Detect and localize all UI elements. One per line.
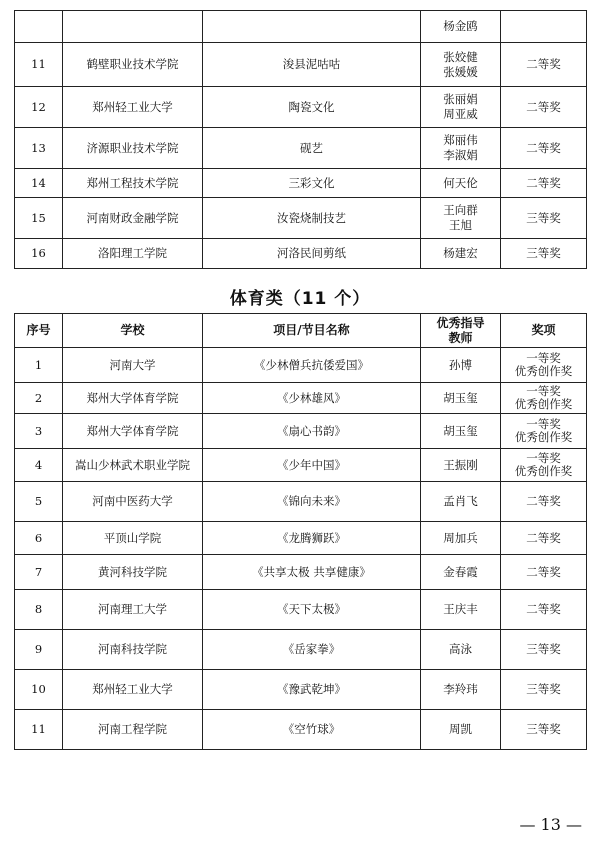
row-advisors-line: 张丽娟 — [443, 92, 478, 106]
row-project: 《龙腾狮跃》 — [203, 522, 421, 555]
row-school: 黄河科技学院 — [63, 555, 203, 590]
row-award-line: 一等奖 — [526, 384, 561, 398]
row-award — [501, 670, 587, 710]
row-award: 三等奖 — [501, 239, 587, 269]
row-num: 10 — [15, 670, 63, 710]
row-advisor: 胡玉玺 — [421, 414, 501, 449]
row-advisor: 王振刚 — [421, 449, 501, 482]
row-advisors-line: 杨建宏 — [443, 246, 478, 260]
row-advisors-line: 张媛媛 — [443, 64, 478, 79]
table-row — [15, 239, 587, 269]
row-project: 河洛民间剪纸 — [203, 239, 421, 269]
row-project: 《空竹球》 — [203, 710, 421, 750]
row-project: 砚艺 — [203, 128, 421, 169]
row-award — [501, 383, 587, 414]
row-num: 13 — [15, 128, 63, 169]
row-num: 16 — [15, 239, 63, 269]
header-advisor-line: 教师 — [448, 330, 473, 345]
row-project: 《锦向未来》 — [203, 482, 421, 522]
row-school: 郑州大学体育学院 — [63, 383, 203, 414]
row-award — [501, 11, 587, 43]
row-num: 3 — [15, 414, 63, 449]
row-award: 二等奖 — [501, 128, 587, 169]
row-award-line: 二等奖 — [526, 530, 561, 545]
row-school: 嵩山少林武术职业学院 — [63, 449, 203, 482]
row-project: 浚县泥咕咕 — [203, 43, 421, 87]
row-award — [501, 482, 587, 522]
row-award-line: 优秀创作奖 — [514, 364, 573, 378]
row-school: 河南中医药大学 — [63, 482, 203, 522]
row-award-line: 一等奖 — [526, 351, 561, 365]
row-award: 二等奖 — [501, 43, 587, 87]
row-num: 8 — [15, 590, 63, 630]
row-project: 《少林雄风》 — [203, 383, 421, 414]
row-project: 《共享太极 共享健康》 — [203, 555, 421, 590]
row-project — [203, 11, 421, 43]
row-award — [501, 414, 587, 449]
page-number: — 13 — — [519, 815, 582, 834]
row-num: 14 — [15, 169, 63, 198]
row-num — [15, 11, 63, 43]
row-advisors-line: 张姣健 — [443, 49, 478, 64]
row-school: 鹤壁职业技术学院 — [63, 43, 203, 87]
row-advisors — [421, 11, 501, 43]
row-award-line: 三等奖 — [526, 722, 561, 736]
row-award-line: 优秀创作奖 — [514, 430, 573, 444]
row-project: 陶瓷文化 — [203, 87, 421, 128]
row-project: 《天下太极》 — [203, 590, 421, 630]
row-award-line: 优秀创作奖 — [514, 397, 573, 411]
row-award — [501, 710, 587, 750]
row-award — [501, 348, 587, 383]
row-advisors-line: 郑丽伟 — [443, 133, 478, 147]
row-advisors-line: 王向群 — [443, 203, 478, 217]
header-award: 奖项 — [501, 314, 587, 348]
row-award — [501, 630, 587, 670]
row-school: 河南工程学院 — [63, 710, 203, 750]
row-school: 河南大学 — [63, 348, 203, 383]
table-row — [15, 590, 587, 630]
row-project: 汝瓷烧制技艺 — [203, 198, 421, 239]
row-advisors — [421, 87, 501, 128]
table-row — [15, 482, 587, 522]
table-row — [15, 348, 587, 383]
table-row — [15, 128, 587, 169]
row-school: 济源职业技术学院 — [63, 128, 203, 169]
section-title: 体育类（11 个） — [229, 289, 371, 309]
row-award: 二等奖 — [501, 87, 587, 128]
row-advisors — [421, 239, 501, 269]
row-num: 7 — [15, 555, 63, 590]
row-advisors — [421, 169, 501, 198]
row-num: 1 — [15, 348, 63, 383]
header-project: 项目/节目名称 — [203, 314, 421, 348]
row-num: 6 — [15, 522, 63, 555]
row-num: 2 — [15, 383, 63, 414]
row-num: 11 — [15, 43, 63, 87]
table-row — [15, 522, 587, 555]
row-advisor: 王庆丰 — [421, 590, 501, 630]
row-award-line: 一等奖 — [526, 451, 561, 465]
row-advisors-line: 周亚威 — [443, 107, 478, 121]
row-award: 三等奖 — [501, 198, 587, 239]
row-award-line: 二等奖 — [526, 602, 561, 616]
row-school: 郑州轻工业大学 — [63, 87, 203, 128]
row-num: 11 — [15, 710, 63, 750]
header-advisor-line: 优秀指导 — [436, 315, 485, 330]
row-project: 《少年中国》 — [203, 449, 421, 482]
row-project: 《岳家拳》 — [203, 630, 421, 670]
row-award-line: 三等奖 — [526, 682, 561, 696]
row-award-line: 三等奖 — [526, 642, 561, 656]
table-row — [15, 710, 587, 750]
row-school: 郑州工程技术学院 — [63, 169, 203, 198]
header-advisor — [421, 314, 501, 348]
row-advisor: 胡玉玺 — [421, 383, 501, 414]
row-advisor: 李羚玮 — [421, 670, 501, 710]
table-row — [15, 449, 587, 482]
row-project: 《扇心书韵》 — [203, 414, 421, 449]
row-num: 5 — [15, 482, 63, 522]
row-advisors — [421, 128, 501, 169]
table-row — [15, 630, 587, 670]
row-school: 河南财政金融学院 — [63, 198, 203, 239]
row-advisors-line: 何天伦 — [443, 175, 478, 190]
table-row — [15, 555, 587, 590]
sports-awards-table — [14, 313, 587, 750]
row-num: 12 — [15, 87, 63, 128]
row-school: 平顶山学院 — [63, 522, 203, 555]
row-advisor: 高泳 — [421, 630, 501, 670]
row-award-line: 一等奖 — [526, 417, 561, 431]
row-advisors-line: 王旭 — [449, 218, 472, 232]
row-num: 4 — [15, 449, 63, 482]
header-school: 学校 — [63, 314, 203, 348]
row-advisors — [421, 198, 501, 239]
row-award — [501, 555, 587, 590]
row-award — [501, 590, 587, 630]
row-advisor: 孙博 — [421, 348, 501, 383]
table-header-row — [15, 314, 587, 348]
row-advisor: 金春霞 — [421, 555, 501, 590]
row-num: 9 — [15, 630, 63, 670]
row-school: 河南理工大学 — [63, 590, 203, 630]
row-award: 二等奖 — [501, 169, 587, 198]
row-school: 郑州轻工业大学 — [63, 670, 203, 710]
row-advisors — [421, 43, 501, 87]
row-num: 15 — [15, 198, 63, 239]
table-row — [15, 414, 587, 449]
row-award — [501, 522, 587, 555]
row-advisor: 周凯 — [421, 710, 501, 750]
row-project: 《少林僧兵抗倭爱国》 — [203, 348, 421, 383]
header-num: 序号 — [15, 314, 63, 348]
row-project: 《豫武乾坤》 — [203, 670, 421, 710]
row-school: 洛阳理工学院 — [63, 239, 203, 269]
table-row — [15, 43, 587, 87]
row-advisor: 孟肖飞 — [421, 482, 501, 522]
row-advisor: 周加兵 — [421, 522, 501, 555]
row-advisors-line: 杨金鸥 — [443, 19, 478, 33]
row-school: 郑州大学体育学院 — [63, 414, 203, 449]
row-award-line: 二等奖 — [526, 564, 561, 579]
row-project: 三彩文化 — [203, 169, 421, 198]
table-row — [15, 87, 587, 128]
row-advisors-line: 李淑娟 — [443, 148, 478, 162]
table-row — [15, 670, 587, 710]
awards-table-continued — [14, 10, 587, 269]
row-award — [501, 449, 587, 482]
row-award-line: 优秀创作奖 — [514, 464, 573, 478]
table-row — [15, 169, 587, 198]
row-school: 河南科技学院 — [63, 630, 203, 670]
table-row — [15, 11, 587, 43]
table-row — [15, 383, 587, 414]
row-award-line: 二等奖 — [526, 494, 561, 508]
table-row — [15, 198, 587, 239]
row-school — [63, 11, 203, 43]
